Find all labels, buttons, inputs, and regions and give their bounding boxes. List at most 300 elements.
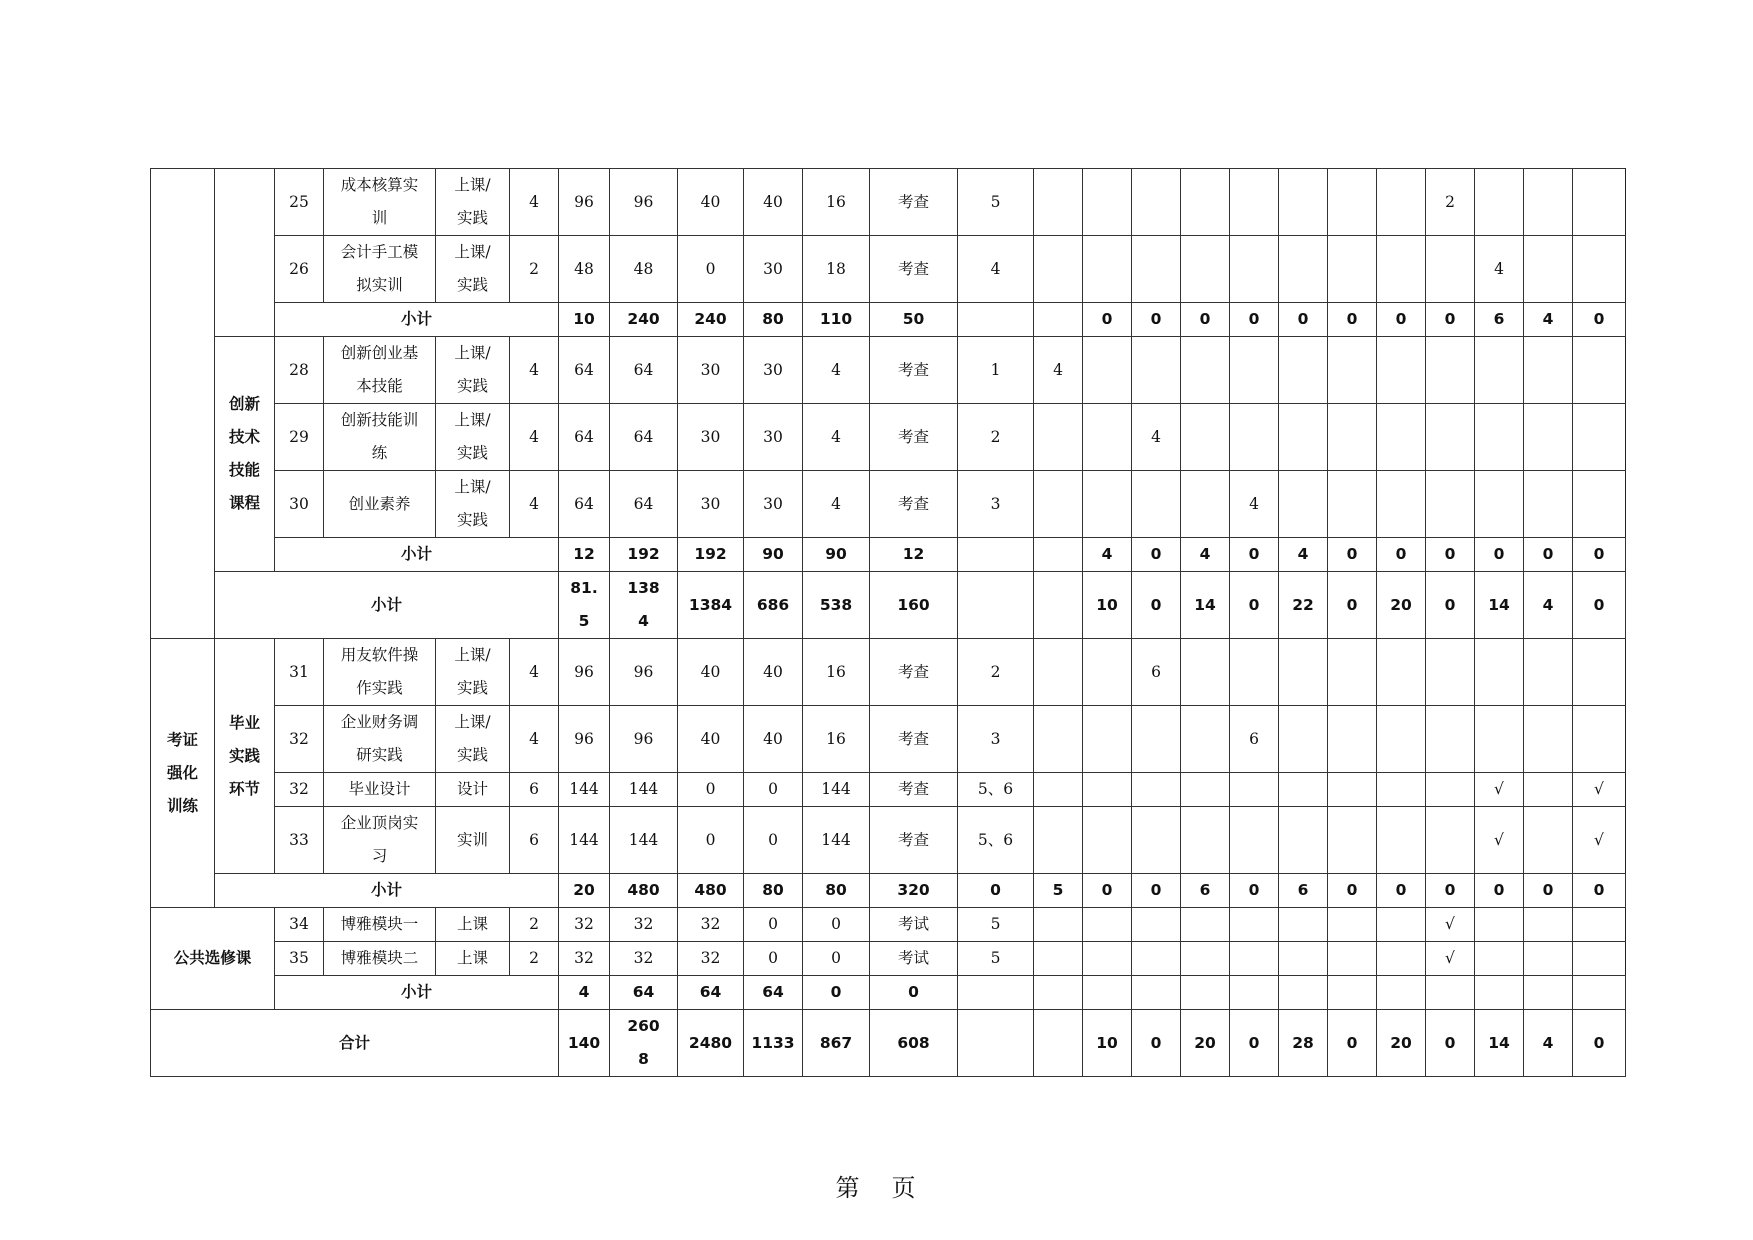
week-hours-cell [1426,337,1475,404]
week-hours-cell [1426,471,1475,538]
week-hours-cell: 4 [1475,236,1524,303]
week-hours-cell [1524,706,1573,773]
assessment-type: 考查 [870,404,958,471]
hours-d: 0 [803,908,870,942]
total-value-cell: 12 [559,538,610,572]
total-value-cell: 140 [559,1010,610,1077]
total-value-cell: 0 [1181,303,1230,337]
total-value-cell: 6 [1279,874,1328,908]
table-row [151,807,1626,874]
hours-b: 30 [678,471,744,538]
teaching-mode: 上课/ 实践 [436,706,510,773]
total-value-cell: 0 [1573,874,1626,908]
week-hours-cell [1377,404,1426,471]
hours-d: 16 [803,169,870,236]
total-value-cell [1377,976,1426,1010]
week-hours-cell [1181,639,1230,706]
week-hours-cell [1377,236,1426,303]
week-hours-cell [1279,169,1328,236]
week-hours-cell [1181,706,1230,773]
total-hours: 32 [559,942,610,976]
total-value-cell [1034,572,1083,639]
hours-b: 0 [678,236,744,303]
week-hours-cell [1377,471,1426,538]
week-hours-cell [1524,169,1573,236]
week-hours-cell [1524,236,1573,303]
hours-b: 30 [678,337,744,404]
total-value-cell: 64 [678,976,744,1010]
total-value-cell: 20 [1181,1010,1230,1077]
total-hours: 48 [559,236,610,303]
hours-b: 32 [678,908,744,942]
week-hours-cell: √ [1573,807,1626,874]
week-hours-cell [1230,236,1279,303]
week-hours-cell [1475,908,1524,942]
course-number: 35 [275,942,324,976]
teaching-mode: 上课/ 实践 [436,169,510,236]
week-hours-cell [1377,908,1426,942]
total-value-cell: 28 [1279,1010,1328,1077]
week-hours-cell [1181,908,1230,942]
week-hours-cell [1573,942,1626,976]
total-value-cell [1034,1010,1083,1077]
week-hours-cell [1524,639,1573,706]
hours-c: 30 [744,471,803,538]
total-value-cell: 90 [744,538,803,572]
hours-a: 96 [610,706,678,773]
week-hours-cell: √ [1475,807,1524,874]
total-value-cell: 0 [1426,303,1475,337]
course-number: 31 [275,639,324,706]
grand-total-label: 合计 [151,1010,559,1077]
total-value-cell: 0 [870,976,958,1010]
total-value-cell [958,303,1034,337]
total-value-cell: 0 [1377,538,1426,572]
hours-a: 96 [610,639,678,706]
semester: 1 [958,337,1034,404]
week-hours-cell: √ [1573,773,1626,807]
week-hours-cell [1181,404,1230,471]
course-number: 26 [275,236,324,303]
week-hours-cell [1377,942,1426,976]
total-hours: 64 [559,471,610,538]
table-row [151,337,1626,404]
week-hours-cell [1279,404,1328,471]
total-value-cell: 64 [610,976,678,1010]
total-value-cell: 192 [678,538,744,572]
week-hours-cell [1034,169,1083,236]
week-hours-cell [1328,908,1377,942]
week-hours-cell [1181,807,1230,874]
total-value-cell: 0 [958,874,1034,908]
week-hours-cell [1328,706,1377,773]
course-number: 32 [275,773,324,807]
hours-d: 0 [803,942,870,976]
course-number: 32 [275,706,324,773]
hours-d: 4 [803,404,870,471]
table-row [151,572,1626,639]
total-value-cell: 0 [1230,1010,1279,1077]
table-row [151,706,1626,773]
week-hours-cell [1230,908,1279,942]
total-hours: 144 [559,773,610,807]
total-value-cell: 480 [610,874,678,908]
week-hours-cell [1034,471,1083,538]
table-row [151,471,1626,538]
teaching-mode: 上课/ 实践 [436,404,510,471]
assessment-type: 考查 [870,236,958,303]
course-name: 创新技能训 练 [324,404,436,471]
hours-b: 32 [678,942,744,976]
week-hours-cell [1328,639,1377,706]
course-number: 33 [275,807,324,874]
total-value-cell [1328,976,1377,1010]
table-row [151,908,1626,942]
week-hours-cell [1426,639,1475,706]
total-value-cell: 0 [1230,572,1279,639]
total-value-cell: 0 [1524,538,1573,572]
semester: 2 [958,404,1034,471]
course-name: 创业素养 [324,471,436,538]
semester: 5 [958,908,1034,942]
assessment-type: 考查 [870,773,958,807]
total-value-cell: 0 [1377,874,1426,908]
total-value-cell: 0 [1132,1010,1181,1077]
week-hours-cell [1083,337,1132,404]
hours-b: 0 [678,807,744,874]
total-value-cell: 2480 [678,1010,744,1077]
week-hours-cell [1573,471,1626,538]
week-hours-cell [1279,706,1328,773]
total-value-cell: 0 [1573,538,1626,572]
hours-d: 16 [803,639,870,706]
week-hours-cell: 4 [1132,404,1181,471]
total-value-cell: 0 [1475,874,1524,908]
footer-left: 第 [835,1174,862,1202]
total-value-cell: 14 [1475,572,1524,639]
week-hours-cell [1230,639,1279,706]
week-hours-cell [1328,471,1377,538]
week-hours-cell [1034,942,1083,976]
week-hours-cell [1230,773,1279,807]
total-value-cell [1230,976,1279,1010]
credits: 4 [510,706,559,773]
hours-c: 30 [744,236,803,303]
table-row [151,639,1626,706]
week-hours-cell [1377,773,1426,807]
total-value-cell: 0 [1230,303,1279,337]
teaching-mode: 上课/ 实践 [436,236,510,303]
semester: 3 [958,471,1034,538]
week-hours-cell [1475,471,1524,538]
total-value-cell: 6 [1475,303,1524,337]
hours-c: 40 [744,706,803,773]
week-hours-cell: 2 [1426,169,1475,236]
week-hours-cell [1132,773,1181,807]
assessment-type: 考试 [870,942,958,976]
course-number: 29 [275,404,324,471]
week-hours-cell [1524,471,1573,538]
week-hours-cell [1132,706,1181,773]
total-value-cell: 90 [803,538,870,572]
total-value-cell: 4 [1524,303,1573,337]
course-schedule-table [150,168,1626,1077]
week-hours-cell [1132,236,1181,303]
total-value-cell: 20 [1377,572,1426,639]
table-row [151,773,1626,807]
week-hours-cell [1426,404,1475,471]
teaching-mode: 上课/ 实践 [436,337,510,404]
total-value-cell: 0 [1573,303,1626,337]
footer-right: 页 [891,1174,918,1202]
total-value-cell: 0 [1132,572,1181,639]
table-row [151,874,1626,908]
week-hours-cell [1524,807,1573,874]
hours-c: 30 [744,337,803,404]
total-value-cell [1034,976,1083,1010]
assessment-type: 考查 [870,169,958,236]
total-value-cell: 0 [1132,303,1181,337]
week-hours-cell [1279,639,1328,706]
week-hours-cell [1034,773,1083,807]
teaching-mode: 实训 [436,807,510,874]
total-value-cell: 0 [1475,538,1524,572]
section-subtotal-label: 小计 [215,572,559,639]
hours-c: 0 [744,942,803,976]
week-hours-cell [1083,942,1132,976]
week-hours-cell [1279,236,1328,303]
week-hours-cell [1230,337,1279,404]
total-value-cell: 0 [1279,303,1328,337]
week-hours-cell [1181,471,1230,538]
group-cell-outer [151,169,215,639]
total-hours: 64 [559,404,610,471]
week-hours-cell [1573,639,1626,706]
total-hours: 96 [559,169,610,236]
assessment-type: 考查 [870,337,958,404]
total-value-cell: 260 8 [610,1010,678,1077]
week-hours-cell [1083,236,1132,303]
week-hours-cell [1573,404,1626,471]
week-hours-cell [1132,942,1181,976]
total-value-cell: 0 [1573,572,1626,639]
week-hours-cell [1181,337,1230,404]
total-value-cell: 14 [1181,572,1230,639]
semester: 5、6 [958,773,1034,807]
week-hours-cell [1279,942,1328,976]
week-hours-cell [1377,706,1426,773]
week-hours-cell [1083,404,1132,471]
credits: 4 [510,471,559,538]
subtotal-label: 小计 [275,976,559,1010]
week-hours-cell [1475,337,1524,404]
total-value-cell [1083,976,1132,1010]
course-name: 用友软件操 作实践 [324,639,436,706]
week-hours-cell [1132,908,1181,942]
week-hours-cell [1181,773,1230,807]
week-hours-cell [1426,807,1475,874]
semester: 3 [958,706,1034,773]
teaching-mode: 设计 [436,773,510,807]
week-hours-cell: 6 [1230,706,1279,773]
total-hours: 32 [559,908,610,942]
total-value-cell [1573,976,1626,1010]
total-value-cell: 240 [610,303,678,337]
teaching-mode: 上课/ 实践 [436,639,510,706]
hours-a: 144 [610,807,678,874]
week-hours-cell [1573,337,1626,404]
total-value-cell: 0 [1083,874,1132,908]
total-value-cell: 10 [1083,572,1132,639]
total-value-cell: 480 [678,874,744,908]
week-hours-cell [1475,404,1524,471]
week-hours-cell [1279,773,1328,807]
week-hours-cell [1279,908,1328,942]
total-value-cell: 0 [1426,538,1475,572]
hours-b: 40 [678,169,744,236]
total-value-cell: 6 [1181,874,1230,908]
total-value-cell: 22 [1279,572,1328,639]
total-value-cell: 4 [1083,538,1132,572]
total-value-cell: 192 [610,538,678,572]
week-hours-cell [1279,471,1328,538]
week-hours-cell [1377,639,1426,706]
credits: 6 [510,773,559,807]
total-value-cell: 686 [744,572,803,639]
teaching-mode: 上课 [436,908,510,942]
total-value-cell [1524,976,1573,1010]
total-value-cell: 538 [803,572,870,639]
total-value-cell: 14 [1475,1010,1524,1077]
course-name: 博雅模块二 [324,942,436,976]
week-hours-cell [1181,236,1230,303]
total-value-cell: 4 [1524,572,1573,639]
total-value-cell: 1384 [678,572,744,639]
course-name: 成本核算实 训 [324,169,436,236]
hours-a: 32 [610,942,678,976]
hours-d: 4 [803,471,870,538]
hours-a: 64 [610,404,678,471]
course-name: 毕业设计 [324,773,436,807]
semester: 4 [958,236,1034,303]
total-value-cell: 0 [1328,874,1377,908]
week-hours-cell [1573,236,1626,303]
hours-b: 30 [678,404,744,471]
hours-c: 0 [744,807,803,874]
total-value-cell: 4 [559,976,610,1010]
total-value-cell: 240 [678,303,744,337]
total-value-cell: 4 [1524,1010,1573,1077]
assessment-type: 考试 [870,908,958,942]
week-hours-cell: 6 [1132,639,1181,706]
hours-d: 4 [803,337,870,404]
week-hours-cell [1377,169,1426,236]
total-value-cell: 0 [1426,1010,1475,1077]
semester: 2 [958,639,1034,706]
week-hours-cell [1328,337,1377,404]
week-hours-cell [1083,773,1132,807]
week-hours-cell: √ [1426,908,1475,942]
total-value-cell: 110 [803,303,870,337]
week-hours-cell [1230,169,1279,236]
week-hours-cell [1475,942,1524,976]
course-name: 创新创业基 本技能 [324,337,436,404]
total-value-cell: 80 [803,874,870,908]
week-hours-cell [1181,942,1230,976]
total-value-cell [958,572,1034,639]
hours-c: 0 [744,773,803,807]
week-hours-cell [1573,706,1626,773]
credits: 4 [510,337,559,404]
page-footer [0,1168,1753,1203]
hours-a: 64 [610,471,678,538]
total-value-cell: 0 [1328,572,1377,639]
credits: 4 [510,404,559,471]
total-value-cell: 867 [803,1010,870,1077]
total-value-cell: 4 [1279,538,1328,572]
total-value-cell: 0 [1132,538,1181,572]
total-hours: 64 [559,337,610,404]
table-row [151,169,1626,236]
group-label-cert: 考证 强化 训练 [151,639,215,908]
total-value-cell [1034,538,1083,572]
total-value-cell: 0 [1230,538,1279,572]
hours-d: 144 [803,807,870,874]
week-hours-cell [1230,404,1279,471]
total-value-cell [958,538,1034,572]
total-value-cell: 4 [1181,538,1230,572]
group-label-innovation: 创新 技术 技能 课程 [215,337,275,572]
total-value-cell: 608 [870,1010,958,1077]
group-cell-practice [215,169,275,337]
course-name: 博雅模块一 [324,908,436,942]
total-value-cell: 0 [1573,1010,1626,1077]
week-hours-cell [1279,807,1328,874]
credits: 4 [510,169,559,236]
week-hours-cell [1083,471,1132,538]
total-value-cell: 20 [1377,1010,1426,1077]
table-row [151,942,1626,976]
week-hours-cell [1034,639,1083,706]
subtotal-label: 小计 [275,538,559,572]
week-hours-cell [1034,236,1083,303]
week-hours-cell: 4 [1230,471,1279,538]
assessment-type: 考查 [870,471,958,538]
course-number: 25 [275,169,324,236]
total-value-cell: 0 [1230,874,1279,908]
week-hours-cell [1573,908,1626,942]
hours-a: 144 [610,773,678,807]
week-hours-cell [1524,942,1573,976]
week-hours-cell [1034,404,1083,471]
week-hours-cell [1034,908,1083,942]
total-value-cell: 0 [1426,572,1475,639]
semester: 5 [958,942,1034,976]
course-number: 34 [275,908,324,942]
week-hours-cell [1132,169,1181,236]
hours-c: 30 [744,404,803,471]
total-value-cell: 80 [744,874,803,908]
semester: 5、6 [958,807,1034,874]
week-hours-cell [1083,807,1132,874]
total-value-cell: 0 [1524,874,1573,908]
credits: 2 [510,236,559,303]
total-value-cell [1279,976,1328,1010]
hours-a: 48 [610,236,678,303]
total-value-cell: 0 [1328,1010,1377,1077]
assessment-type: 考查 [870,706,958,773]
hours-c: 0 [744,908,803,942]
